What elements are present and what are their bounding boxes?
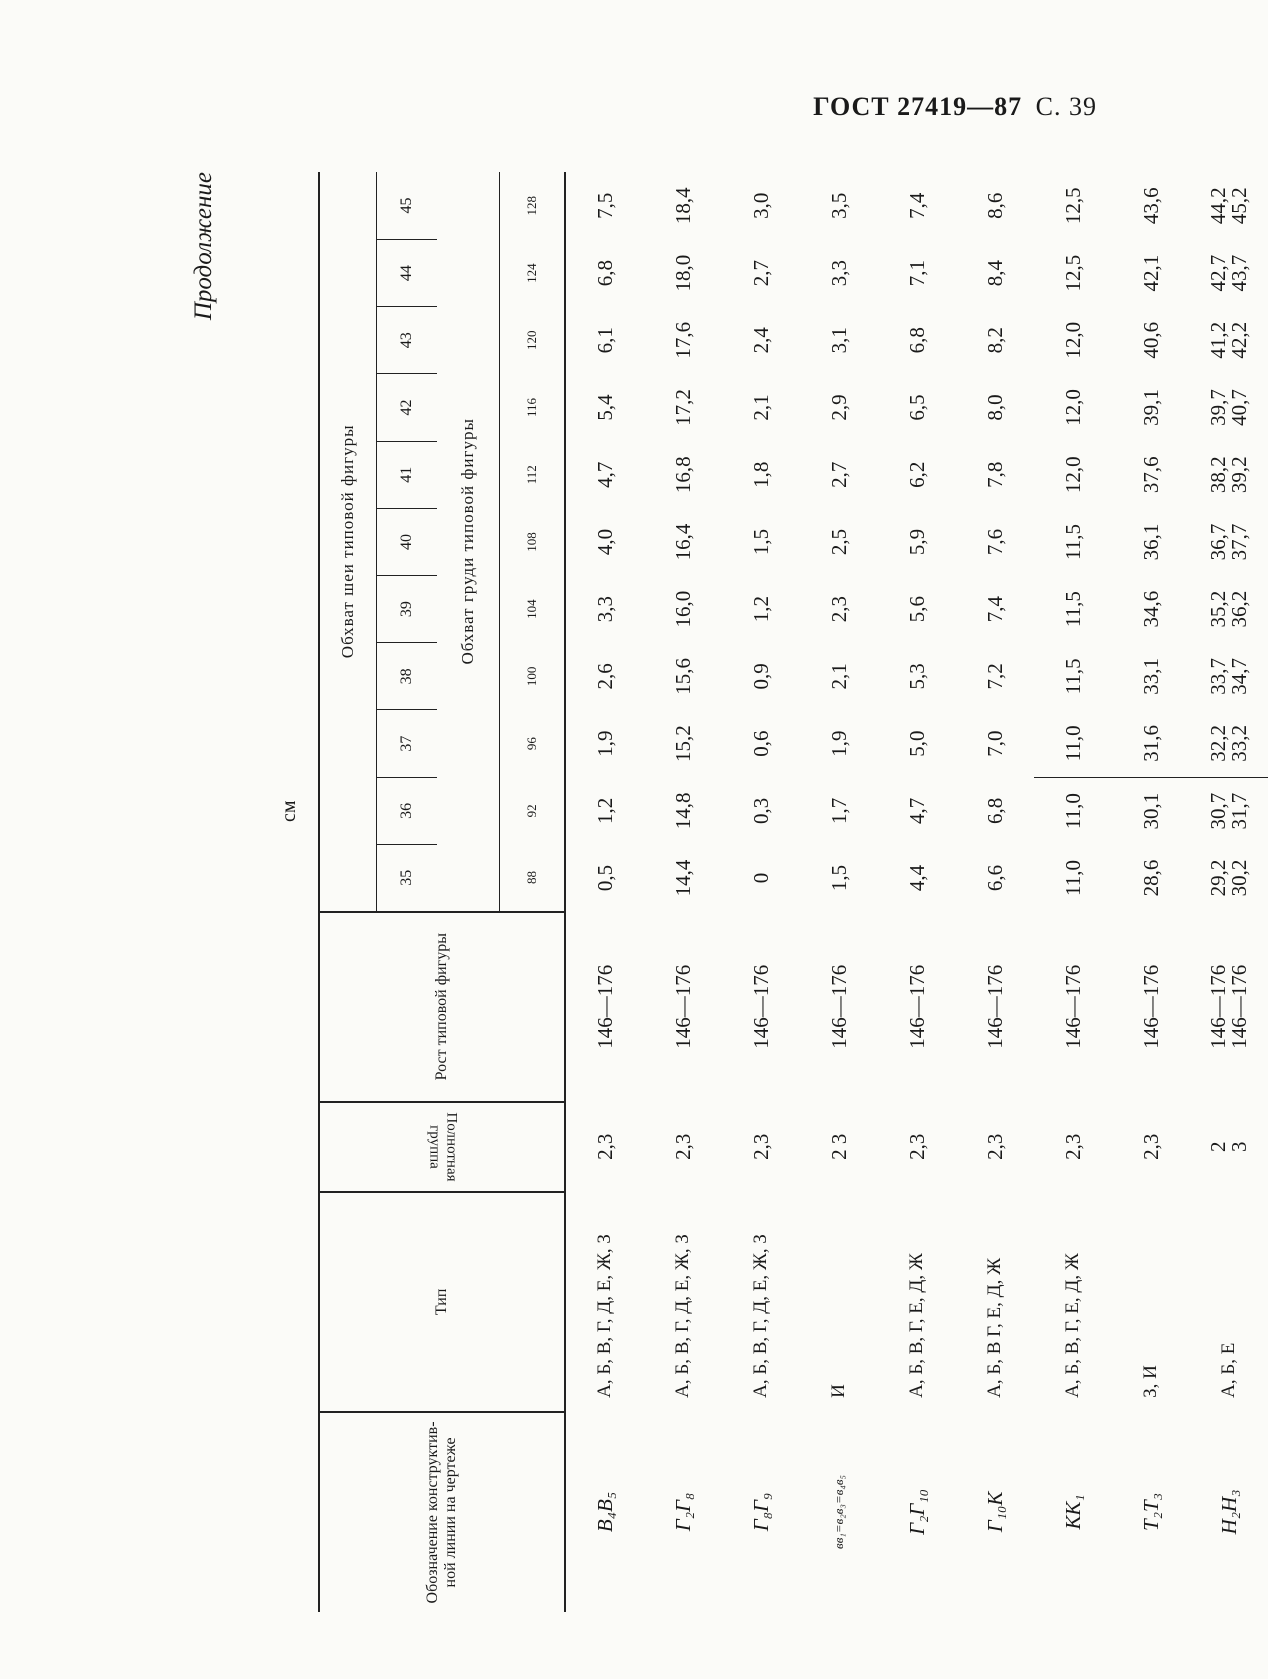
value-top: 146—176 — [1206, 964, 1230, 1049]
neck-size-38: 38 — [377, 643, 438, 710]
value-bottom: 43,7 — [1227, 254, 1251, 292]
col-height: Рост типовой фигуры — [319, 912, 565, 1102]
value-cell: 28,6 — [1138, 859, 1163, 897]
unit-label: см — [278, 800, 300, 822]
value-cell: 1,9 — [592, 730, 617, 757]
value-cell: 18,4 — [670, 187, 695, 225]
type-cell: З, И — [1140, 1365, 1162, 1398]
value-cell: 42,1 — [1138, 254, 1163, 292]
neck-size-43: 43 — [377, 307, 438, 374]
value-cell: 12,5 — [1060, 254, 1085, 292]
value-cell: 11,5 — [1060, 591, 1085, 628]
designation-cell: вв₁=в₂в₃=в₄в₅ — [830, 1474, 846, 1549]
value-cell: 6,6 — [982, 864, 1007, 892]
type-cell: А, Б, Е — [1218, 1342, 1240, 1398]
value-bottom: 3 — [1227, 1141, 1251, 1153]
table-row — [722, 172, 800, 1612]
table-row — [878, 172, 956, 1612]
table-row — [1190, 172, 1268, 1612]
chest-size-88: 88 — [500, 844, 566, 911]
value-cell: 5,6 — [904, 596, 929, 623]
chest-size-96: 96 — [500, 710, 566, 777]
value-bottom: 36,2 — [1227, 590, 1251, 628]
designation-cell: Г₂Г₈ — [670, 1492, 695, 1532]
chest-size-108: 108 — [500, 508, 566, 575]
rotated-table-frame — [190, 172, 1251, 1612]
value-cell: 39,1 — [1138, 389, 1163, 426]
value-cell: 4,0 — [592, 528, 617, 556]
table-row — [1034, 172, 1112, 1612]
type-cell: А, Б, В, Г, Е, Д, Ж — [906, 1253, 928, 1398]
fullness-cell: 2 3 — [826, 1133, 851, 1160]
value-cell: 4,4 — [904, 864, 929, 892]
table-row — [565, 172, 644, 1612]
value-cell: 5,3 — [904, 663, 929, 690]
continuation-label: Продолжение — [190, 172, 217, 321]
value-cell: 17,2 — [670, 389, 695, 426]
value-cell: 11,0 — [1034, 777, 1112, 844]
fullness-cell: 2,3 — [748, 1133, 773, 1160]
fullness-cell — [1190, 1102, 1268, 1192]
value-cell: 43,6 — [1138, 187, 1163, 225]
value-cell: 11,0 — [1060, 860, 1085, 897]
value-cell: 31,6 — [1138, 724, 1163, 762]
neck-group-header: Обхват шеи типовой фигуры — [319, 172, 377, 912]
value-cell: 2,7 — [748, 259, 773, 287]
value-cell: 30,1 — [1112, 777, 1190, 844]
value-cell: 5,4 — [592, 394, 617, 421]
value-cell: 7,2 — [982, 663, 1007, 690]
table-row — [644, 172, 722, 1612]
table-row — [800, 172, 878, 1612]
value-cell: 2,7 — [826, 461, 851, 488]
value-cell: 16,4 — [670, 523, 695, 561]
chest-size-128: 128 — [500, 172, 566, 239]
value-cell — [1190, 374, 1268, 441]
value-bottom: 40,7 — [1227, 389, 1251, 426]
value-cell: 14,4 — [670, 859, 695, 897]
value-cell: 3,1 — [826, 327, 851, 354]
value-cell: 2,6 — [592, 663, 617, 690]
value-cell — [1190, 643, 1268, 710]
value-cell: 7,5 — [592, 192, 617, 219]
value-top: 32,2 — [1206, 724, 1230, 762]
value-cell: 1,8 — [748, 461, 773, 488]
value-cell: 11,5 — [1060, 658, 1085, 695]
col-fullness: Полнотная группа — [319, 1102, 565, 1192]
chest-size-104: 104 — [500, 576, 566, 643]
designation-cell: КК₁ — [1060, 1494, 1085, 1530]
col-designation: Обозначение конструктив- ной линии на чертеже — [319, 1412, 565, 1612]
value-top: 2 — [1206, 1141, 1230, 1153]
neck-size-40: 40 — [377, 508, 438, 575]
designation-cell: Н₂Н₃ — [1216, 1489, 1241, 1535]
value-cell: 8,4 — [982, 259, 1007, 287]
value-bottom: 33,2 — [1227, 724, 1251, 762]
value-cell — [1190, 844, 1268, 911]
sizes-table — [318, 172, 1268, 1612]
type-cell: А, Б, В, Г, Д, Е, Ж, З — [750, 1234, 772, 1398]
neck-size-35: 35 — [377, 844, 438, 911]
value-top: 42,7 — [1206, 254, 1230, 292]
value-bottom: 37,7 — [1227, 523, 1251, 561]
value-cell: 0,6 — [748, 730, 773, 757]
value-top: 33,7 — [1206, 658, 1230, 695]
value-top: 39,7 — [1206, 389, 1230, 426]
value-cell: 7,6 — [982, 528, 1007, 556]
value-cell: 18,0 — [670, 254, 695, 292]
value-cell: 4,7 — [904, 797, 929, 824]
height-cell: 146—176 — [592, 964, 617, 1049]
value-top: 29,2 — [1206, 859, 1230, 897]
value-cell: 8,0 — [982, 394, 1007, 421]
type-cell: А, Б, В Г, Е, Д, Ж — [984, 1257, 1006, 1398]
value-cell — [1190, 239, 1268, 306]
value-top: 36,7 — [1206, 523, 1230, 561]
value-cell: 6,5 — [904, 394, 929, 421]
value-cell: 37,6 — [1138, 456, 1163, 494]
table-row — [956, 172, 1034, 1612]
value-cell: 3,3 — [592, 596, 617, 623]
chest-group-header: Обхват груди типовой фигуры — [437, 172, 500, 912]
value-top: 35,2 — [1206, 590, 1230, 628]
chest-size-92: 92 — [500, 777, 566, 844]
value-cell: 0,5 — [592, 864, 617, 892]
height-cell: 146—176 — [826, 964, 851, 1049]
height-cell: 146—176 — [904, 964, 929, 1049]
page-header — [813, 92, 1097, 122]
value-cell — [1190, 508, 1268, 575]
value-cell: 2,5 — [826, 528, 851, 556]
height-cell: 146—176 — [1138, 964, 1163, 1049]
value-cell: 5,0 — [904, 730, 929, 757]
designation-cell: В₄В₅ — [592, 1491, 617, 1533]
value-top: 41,2 — [1206, 321, 1230, 359]
value-cell: 15,2 — [670, 725, 695, 762]
standard-number: ГОСТ 27419—87 — [813, 92, 1023, 121]
value-bottom: 146—176 — [1227, 964, 1251, 1049]
value-cell: 7,0 — [982, 730, 1007, 757]
table-row — [1112, 172, 1190, 1612]
value-cell: 7,8 — [982, 461, 1007, 488]
type-cell: И — [828, 1384, 850, 1398]
value-cell: 8,6 — [982, 192, 1007, 219]
value-top: 44,2 — [1206, 187, 1230, 225]
page-number: С. 39 — [1035, 92, 1097, 121]
value-cell: 12,0 — [1060, 456, 1085, 494]
fullness-cell: 2,3 — [592, 1133, 617, 1160]
value-cell: 7,4 — [904, 192, 929, 219]
value-bottom: 42,2 — [1227, 321, 1251, 359]
value-cell: 2,3 — [826, 596, 851, 623]
value-cell: 6,8 — [982, 797, 1007, 824]
fullness-cell: 2,3 — [670, 1133, 695, 1160]
designation-cell: Г₁₀К — [982, 1491, 1007, 1533]
value-cell: 1,2 — [592, 797, 617, 824]
value-top: 30,7 — [1206, 792, 1230, 830]
neck-size-44: 44 — [377, 239, 438, 306]
value-bottom: 45,2 — [1227, 187, 1251, 225]
value-cell: 6,2 — [904, 461, 929, 488]
value-bottom: 34,7 — [1227, 658, 1251, 695]
value-cell: 12,0 — [1060, 389, 1085, 426]
value-cell: 2,1 — [748, 394, 773, 421]
value-cell — [1190, 441, 1268, 508]
value-cell: 15,6 — [670, 658, 695, 695]
value-cell: 1,5 — [826, 864, 851, 892]
value-cell — [1190, 710, 1268, 777]
value-cell: 1,7 — [826, 797, 851, 824]
type-cell: А, Б, В, Г, Д, Е, Ж, З — [672, 1234, 694, 1398]
value-cell: 3,3 — [826, 259, 851, 287]
value-bottom: 39,2 — [1227, 456, 1251, 494]
value-cell: 6,8 — [904, 327, 929, 354]
value-cell: 14,8 — [670, 792, 695, 830]
neck-size-45: 45 — [397, 197, 415, 214]
value-cell: 17,6 — [670, 321, 695, 359]
value-cell — [1190, 777, 1268, 844]
value-cell — [1190, 576, 1268, 643]
type-cell: А, Б, В, Г, Е, Д, Ж — [1062, 1253, 1084, 1398]
value-cell: 0,9 — [748, 663, 773, 690]
value-bottom: 30,2 — [1227, 859, 1251, 897]
height-cell: 146—176 — [670, 964, 695, 1049]
value-cell: 3,0 — [748, 192, 773, 219]
value-cell: 36,1 — [1138, 523, 1163, 561]
height-cell — [1190, 912, 1268, 1102]
value-cell: 5,9 — [904, 528, 929, 556]
value-cell: 0,3 — [748, 797, 773, 824]
value-cell: 1,2 — [748, 596, 773, 623]
value-cell: 6,8 — [592, 259, 617, 287]
fullness-cell: 2,3 — [982, 1133, 1007, 1160]
value-cell: 4,7 — [592, 461, 617, 488]
value-cell: 16,8 — [670, 456, 695, 494]
value-cell: 7,1 — [904, 259, 929, 287]
value-top: 38,2 — [1206, 456, 1230, 494]
value-cell — [1190, 307, 1268, 374]
value-cell: 11,0 — [1060, 725, 1085, 762]
value-cell: 2,1 — [826, 663, 851, 690]
value-cell: 3,5 — [826, 192, 851, 219]
col-type: Тип — [319, 1192, 565, 1412]
value-cell: 8,2 — [982, 327, 1007, 354]
fullness-cell: 2,3 — [1138, 1133, 1163, 1160]
value-cell — [1190, 172, 1268, 239]
value-cell: 12,0 — [1060, 321, 1085, 359]
neck-size-41: 41 — [377, 441, 438, 508]
fullness-cell: 2,3 — [904, 1133, 929, 1160]
chest-size-120: 120 — [500, 307, 566, 374]
height-cell: 146—176 — [982, 964, 1007, 1049]
fullness-cell: 2,3 — [1060, 1133, 1085, 1160]
value-cell: 34,6 — [1138, 590, 1163, 628]
chest-size-124: 124 — [500, 239, 566, 306]
value-cell: 1,9 — [826, 730, 851, 757]
neck-size-42: 42 — [377, 374, 438, 441]
neck-size-37: 37 — [377, 710, 438, 777]
designation-cell: Г₂Г₁₀ — [904, 1489, 929, 1535]
neck-size-36: 36 — [377, 777, 438, 844]
value-cell: 40,6 — [1138, 321, 1163, 359]
value-cell: 16,0 — [670, 590, 695, 628]
value-cell: 11,5 — [1060, 523, 1085, 560]
designation-cell: Г₈Г₉ — [748, 1492, 773, 1532]
value-cell: 2,9 — [826, 394, 851, 421]
value-cell: 6,1 — [592, 327, 617, 354]
chest-size-112: 112 — [500, 441, 566, 508]
value-cell: 12,5 — [1060, 187, 1085, 225]
type-cell: А, Б, В, Г, Д, Е, Ж, З — [594, 1234, 616, 1398]
chest-size-116: 116 — [500, 374, 566, 441]
value-cell: 1,5 — [748, 528, 773, 556]
value-cell: 33,1 — [1138, 658, 1163, 695]
height-cell: 146—176 — [748, 964, 773, 1049]
value-cell: 7,4 — [982, 596, 1007, 623]
neck-size-39: 39 — [377, 576, 438, 643]
designation-cell: Т₂Т₃ — [1138, 1492, 1163, 1531]
value-bottom: 31,7 — [1227, 792, 1251, 830]
chest-size-100: 100 — [500, 643, 566, 710]
height-cell: 146—176 — [1060, 964, 1085, 1049]
value-cell: 2,4 — [748, 327, 773, 354]
value-cell: 0 — [748, 872, 773, 884]
